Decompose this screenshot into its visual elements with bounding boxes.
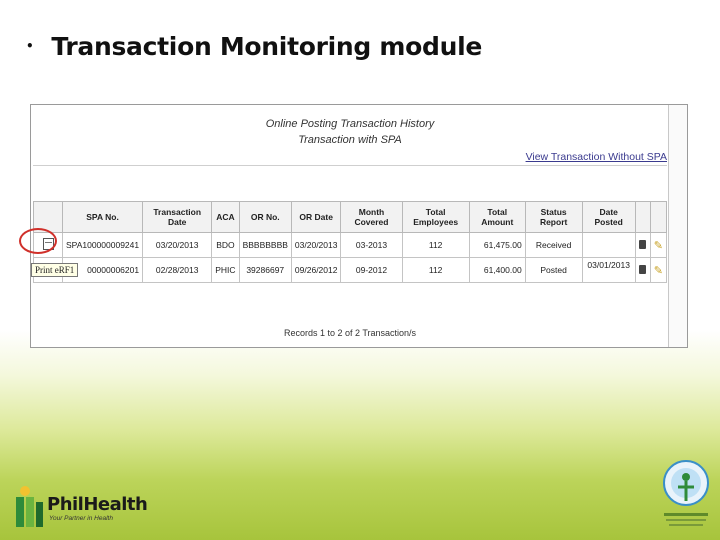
- cell-status: Received: [525, 233, 582, 258]
- cell-status: Posted: [525, 258, 582, 283]
- cell-total-amount: 61,400.00: [469, 258, 525, 283]
- edit-button[interactable]: [650, 233, 666, 258]
- cell-total-employees: 112: [402, 258, 469, 283]
- transaction-table: [33, 201, 667, 283]
- cell-spa-no: 00000006201: [63, 258, 143, 283]
- cell-total-amount: 61,475.00: [469, 233, 525, 258]
- page-heading-title: Online Posting Transaction History: [265, 118, 435, 130]
- page-heading: [33, 116, 667, 148]
- cell-transaction-date: 02/28/2013: [143, 258, 212, 283]
- cell-or-no: BBBBBBBB: [239, 233, 291, 258]
- pencil-icon: ✎: [653, 239, 663, 252]
- edit-button[interactable]: [650, 258, 666, 283]
- column-header-month-covered: Month Covered: [341, 202, 402, 233]
- trash-icon: [639, 240, 646, 249]
- column-header-delete: [635, 202, 650, 233]
- cell-spa-no: SPA100000009241: [63, 233, 143, 258]
- column-header-aca: ACA: [212, 202, 239, 233]
- records-count: Records 1 to 2 of 2 Transaction/s: [283, 328, 417, 338]
- cell-aca: BDO: [212, 233, 239, 258]
- slide-title: [26, 32, 482, 61]
- seal-emblem-icon: [656, 457, 716, 531]
- cell-or-no: 39286697: [239, 258, 291, 283]
- view-without-spa-link[interactable]: View Transaction Without SPA: [525, 151, 667, 163]
- logo-name: PhilHealth: [47, 494, 148, 515]
- column-header-date-posted: Date Posted: [582, 202, 635, 233]
- column-header-total-employees: Total Employees: [402, 202, 469, 233]
- cell-transaction-date: 03/20/2013: [143, 233, 212, 258]
- table-row: [34, 233, 667, 258]
- philhealth-logo: [12, 484, 148, 530]
- trash-icon: [639, 265, 646, 274]
- divider: [33, 165, 667, 166]
- cell-or-date: 09/26/2012: [291, 258, 341, 283]
- cell-aca: PHIC: [212, 258, 239, 283]
- title-bullet: •: [26, 39, 34, 53]
- cell-date-posted: [582, 233, 635, 258]
- highlight-circle: [19, 228, 57, 254]
- philhealth-logo-mark-icon: [12, 484, 46, 528]
- cell-date-posted: 03/01/2013: [582, 258, 635, 283]
- column-header-status-report: Status Report: [525, 202, 582, 233]
- logo-tagline: Your Partner in Health: [49, 515, 113, 522]
- scrollbar[interactable]: [668, 105, 687, 347]
- cell-or-date: 03/20/2013: [291, 233, 341, 258]
- column-header-transaction-date: Transaction Date: [143, 202, 212, 233]
- print-erf1-tooltip: Print eRF1: [31, 263, 78, 277]
- column-header-or-no: OR No.: [239, 202, 291, 233]
- delete-button[interactable]: [635, 258, 650, 283]
- pencil-icon: ✎: [653, 264, 663, 277]
- column-header-edit: [650, 202, 666, 233]
- column-header-total-amount: Total Amount: [469, 202, 525, 233]
- delete-button[interactable]: [635, 233, 650, 258]
- cell-total-employees: 112: [402, 233, 469, 258]
- slide-title-text: Transaction Monitoring module: [51, 32, 483, 61]
- table-header-row: [34, 202, 667, 233]
- table-row: [34, 258, 667, 283]
- column-header-or-date: OR Date: [291, 202, 341, 233]
- transaction-history-screenshot: [30, 104, 688, 348]
- column-header-spa-no: SPA No.: [63, 202, 143, 233]
- page-heading-subtitle: Transaction with SPA: [298, 134, 402, 146]
- cell-month-covered: 09-2012: [341, 258, 402, 283]
- cell-month-covered: 03-2013: [341, 233, 402, 258]
